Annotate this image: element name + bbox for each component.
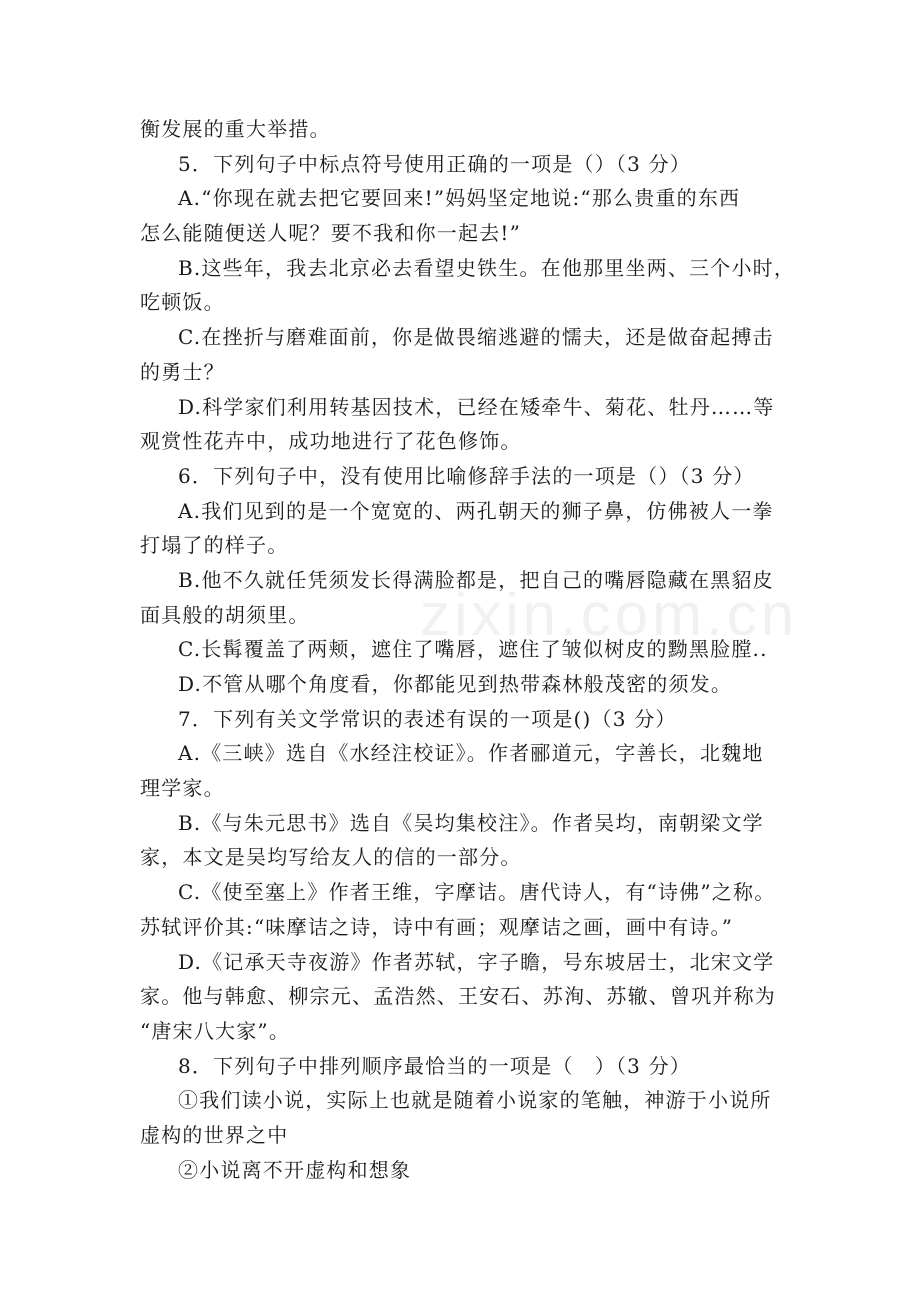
question-8-sentence-1: ①我们读小说，实际上也就是随着小说家的笔触，神游于小说所 bbox=[178, 1088, 772, 1113]
question-6-option-a: A.我们见到的是一个宽宽的、两孔朝天的狮子鼻，仿佛被人一拳 bbox=[178, 498, 774, 523]
question-8-stem: 8．下列句子中排列顺序最恰当的一项是（ ）（3 分） bbox=[178, 1053, 692, 1078]
question-6-option-d: D.不管从哪个角度看，你都能见到热带森林般茂密的须发。 bbox=[178, 672, 733, 696]
question-5-option-c-cont: 的勇士？ bbox=[140, 359, 225, 384]
question-6-option-b-cont: 面具般的胡须里。 bbox=[140, 602, 310, 627]
question-7-option-d: D.《记承天寺夜游》作者苏轼，字子瞻，号东坡居士，北宋文学 bbox=[178, 949, 775, 974]
text-line-1: 衡发展的重大举措。 bbox=[140, 117, 331, 141]
question-7-option-a: A.《三峡》选自《水经注校证》。作者郦道元，字善长，北魏地 bbox=[178, 741, 764, 766]
question-7-option-d-cont-1: 家。他与韩愈、柳宗元、孟浩然、王安石、苏洵、苏辙、曾巩并称为 bbox=[140, 984, 776, 1009]
question-7-option-c: C.《使至塞上》作者王维，字摩诘。唐代诗人，有“诗佛”之称。 bbox=[178, 880, 776, 905]
question-6-option-b: B.他不久就任凭须发长得满脸都是，把自己的嘴唇隐藏在黑貂皮 bbox=[178, 567, 774, 592]
question-7-option-d-cont-2: “唐宋八大家”。 bbox=[140, 1018, 291, 1043]
question-5-stem: 5．下列句子中标点符号使用正确的一项是（）（3 分） bbox=[178, 151, 692, 176]
question-8-sentence-1-cont: 虚构的世界之中 bbox=[140, 1122, 289, 1147]
question-5-option-b-cont: 吃顿饭。 bbox=[140, 290, 225, 315]
question-7-option-b: B.《与朱元思书》选自《吴均集校注》。作者吴均，南朝梁文学 bbox=[178, 810, 764, 835]
question-7-option-b-cont: 家，本文是吴均写给友人的信的一部分。 bbox=[140, 845, 522, 870]
question-6-option-c: C.长髯覆盖了两颊，遮住了嘴唇，遮住了皱似树皮的黝黑脸膛.. bbox=[178, 637, 768, 662]
question-5-option-a: A.“你现在就去把它要回来!”妈妈坚定地说:“那么贵重的东西 bbox=[178, 186, 741, 211]
question-5-option-a-cont: 怎么能随便送人呢？要不我和你一起去!” bbox=[140, 221, 522, 246]
question-8-sentence-2: ②小说离不开虚构和想象 bbox=[178, 1157, 412, 1182]
question-6-option-a-cont: 打塌了的样子。 bbox=[140, 533, 289, 558]
question-7-option-a-cont: 理学家。 bbox=[140, 776, 225, 801]
question-7-stem: 7．下列有关文学常识的表述有误的一项是()（3 分） bbox=[178, 706, 677, 731]
question-5-option-b: B.这些年，我去北京必去看望史铁生。在他那里坐两、三个小时， bbox=[178, 255, 796, 280]
question-5-option-d: D.科学家们利用转基因技术，已经在矮牵牛、菊花、牡丹……等 bbox=[178, 394, 775, 419]
question-5-option-c: C.在挫折与磨难面前，你是做畏缩逃避的懦夫，还是做奋起搏击 bbox=[178, 325, 774, 350]
question-6-stem: 6．下列句子中，没有使用比喻修辞手法的一项是（）（3 分） bbox=[178, 463, 755, 488]
watermark: zixin.com.cn bbox=[420, 581, 799, 648]
question-7-option-c-cont: 苏轼评价其:“味摩诘之诗，诗中有画；观摩诘之画，画中有诗。” bbox=[140, 914, 734, 939]
document-body bbox=[140, 112, 796, 1187]
question-5-option-d-cont: 观赏性花卉中，成功地进行了花色修饰。 bbox=[140, 429, 522, 454]
